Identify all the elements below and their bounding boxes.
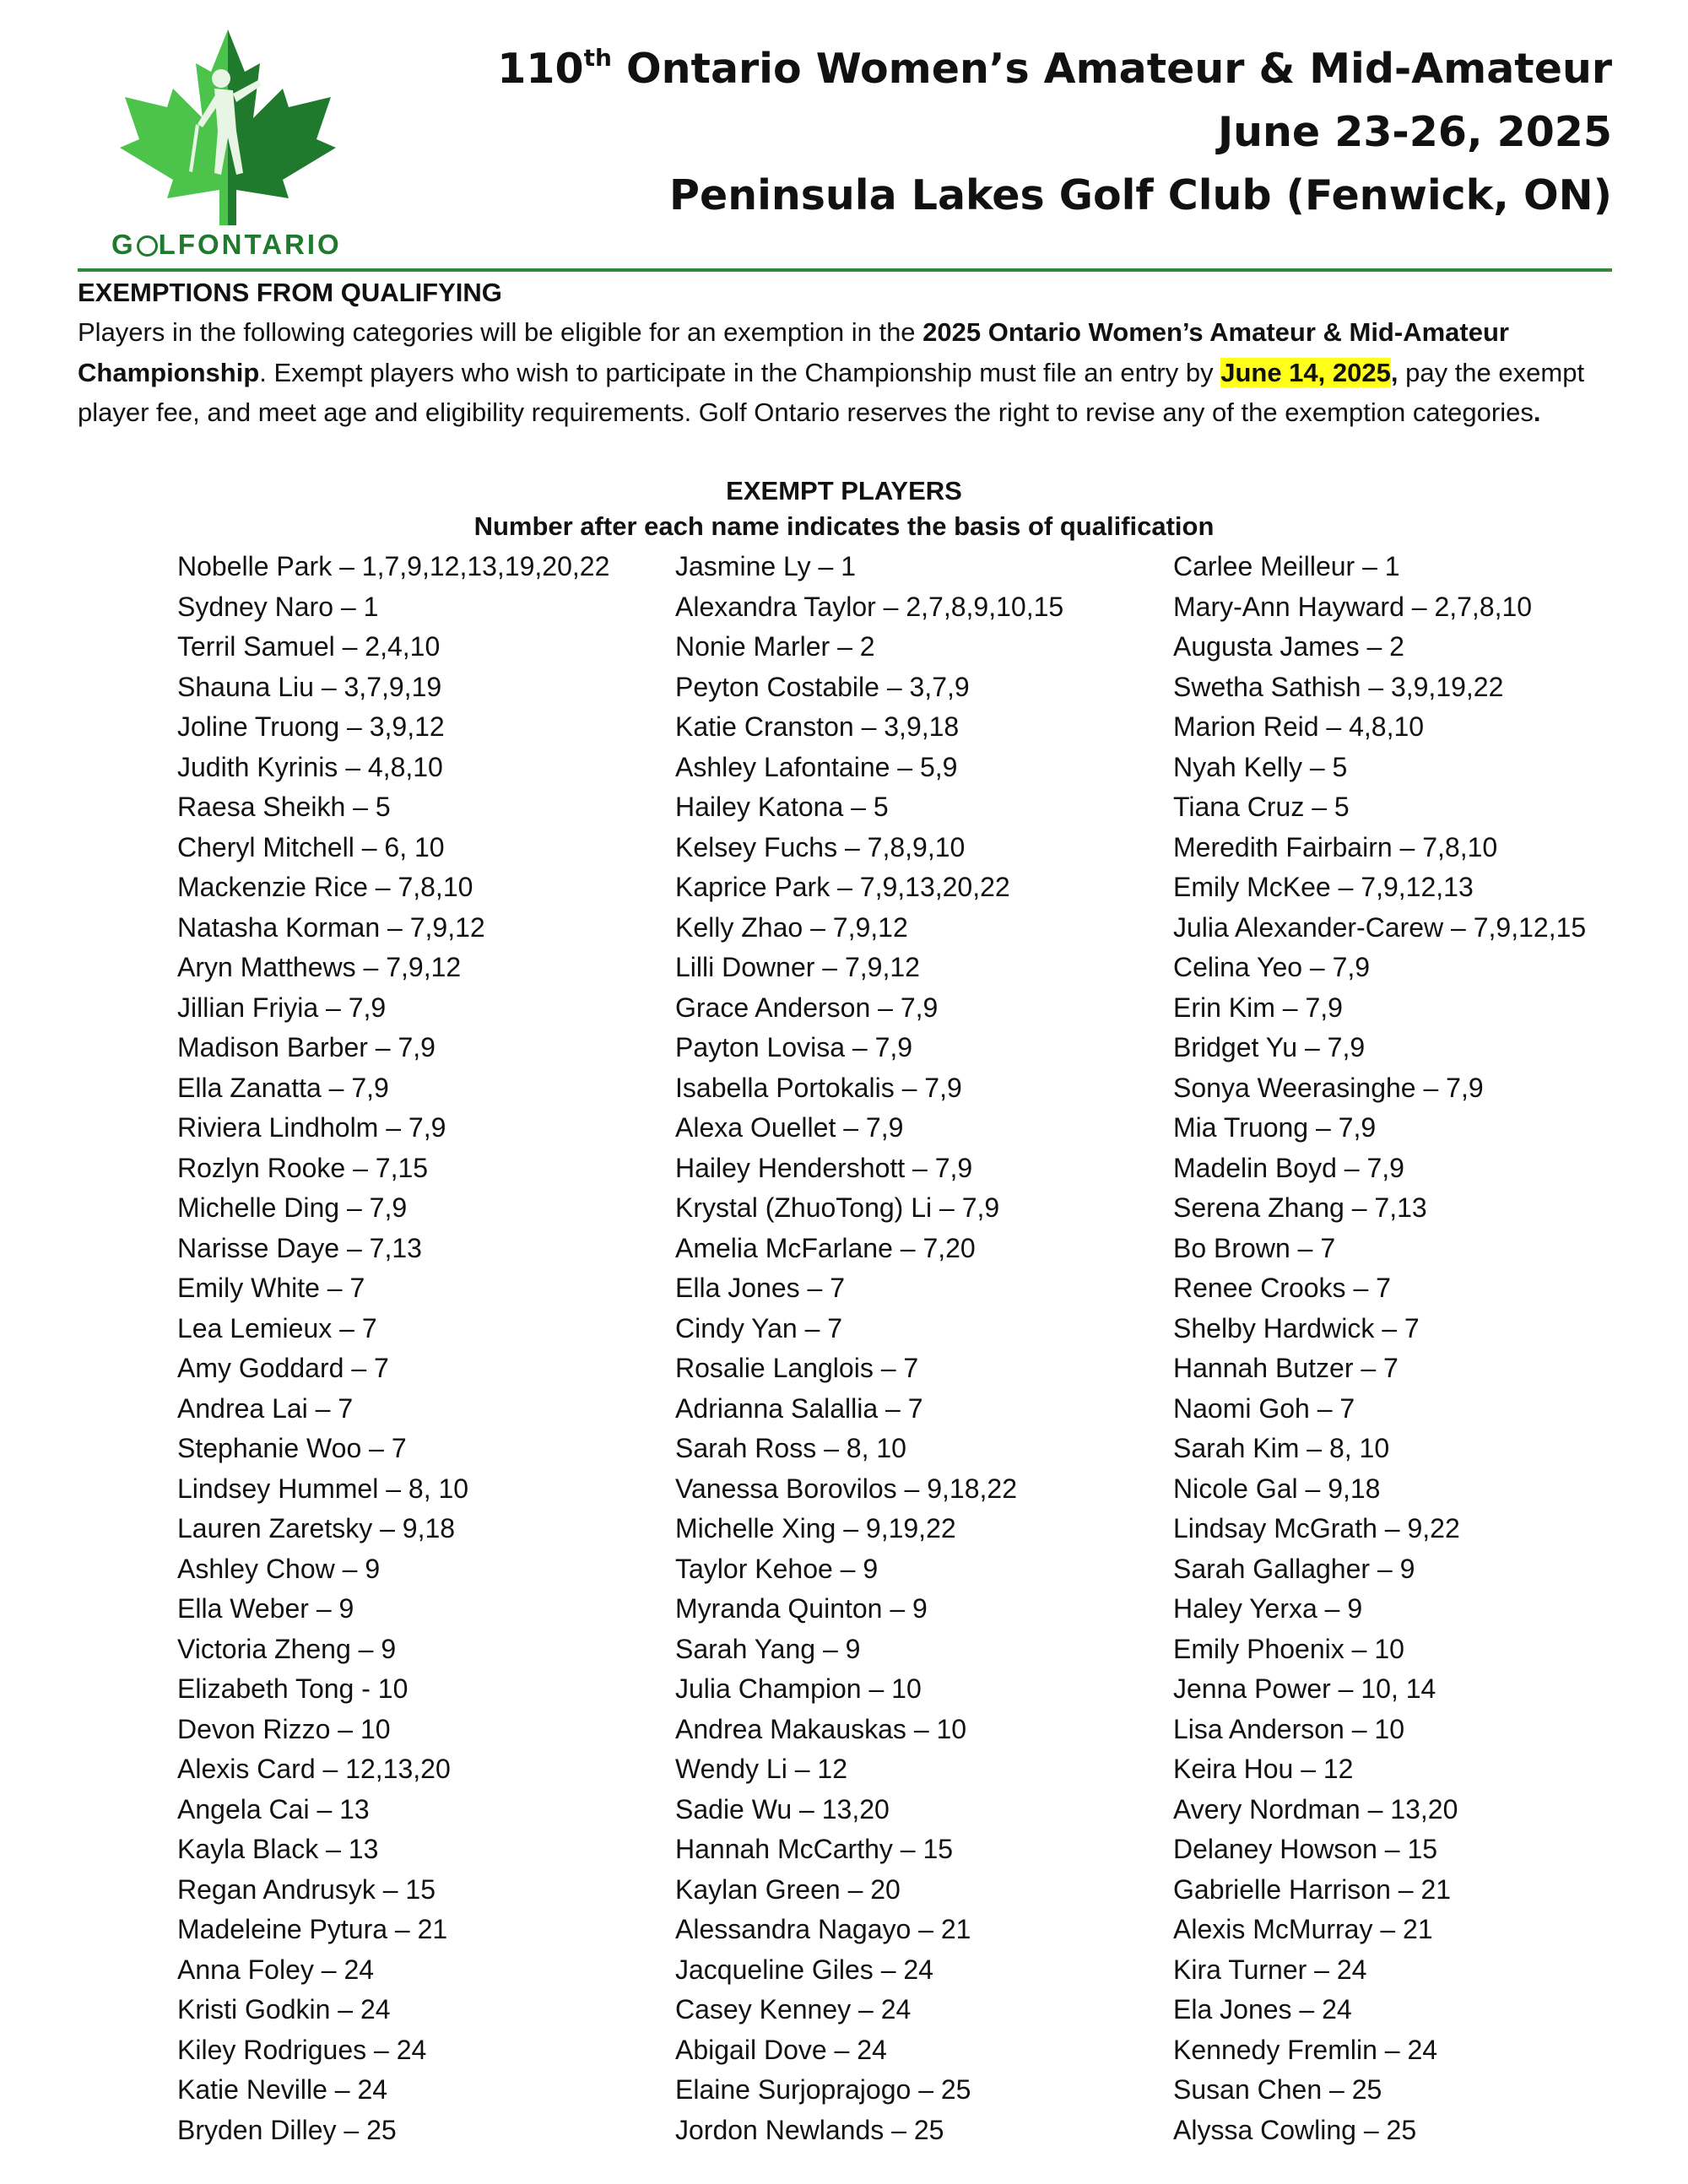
player-entry: Ella Jones – 7 (675, 1273, 846, 1303)
player-entry: Jacqueline Giles – 24 (675, 1954, 933, 1985)
player-entry: Cheryl Mitchell – 6, 10 (177, 831, 445, 862)
player-entry: Michelle Ding – 7,9 (177, 1192, 408, 1223)
player-entry: Kaylan Green – 20 (675, 1873, 901, 1905)
player-entry: Hailey Katona – 5 (675, 792, 889, 822)
player-column-1 (177, 547, 609, 2150)
player-entry: Amy Goddard – 7 (177, 1353, 389, 1383)
player-entry: Sarah Ross – 8, 10 (675, 1433, 906, 1463)
player-entry: Joline Truong – 3,9,12 (177, 711, 445, 742)
player-entry: Anna Foley – 24 (177, 1954, 375, 1985)
event-dates: June 23-26, 2025 (1217, 108, 1612, 156)
player-entry: Ella Zanatta – 7,9 (177, 1072, 389, 1103)
player-entry: Mackenzie Rice – 7,8,10 (177, 872, 473, 902)
player-entry: Kiley Rodrigues – 24 (177, 2034, 427, 2065)
player-entry: Abigail Dove – 24 (675, 2034, 887, 2065)
player-entry: Delaney Howson – 15 (1173, 1834, 1438, 1864)
player-entry: Sydney Naro – 1 (177, 591, 379, 622)
player-entry: Sarah Kim – 8, 10 (1173, 1433, 1390, 1463)
event-venue: Peninsula Lakes Golf Club (Fenwick, ON) (669, 171, 1612, 219)
player-entry: Natasha Korman – 7,9,12 (177, 911, 485, 943)
logo-wordmark: G LFONTARIO (111, 229, 342, 260)
player-entry: Madelin Boyd – 7,9 (1173, 1152, 1404, 1183)
player-entry: Emily White – 7 (177, 1273, 365, 1303)
player-entry: Myranda Quinton – 9 (675, 1593, 928, 1624)
player-entry: Peyton Costabile – 3,7,9 (675, 671, 970, 702)
player-entry: Marion Reid – 4,8,10 (1173, 711, 1425, 742)
player-entry: Hannah Butzer – 7 (1173, 1353, 1399, 1383)
player-entry: Bridget Yu – 7,9 (1173, 1032, 1366, 1062)
player-entry: Alexis Card – 12,13,20 (177, 1754, 451, 1784)
player-entry: Swetha Sathish – 3,9,19,22 (1173, 671, 1504, 702)
player-entry: Isabella Portokalis – 7,9 (675, 1072, 962, 1103)
exempt-players-subheading: Number after each name indicates the basis of qualification (473, 511, 1215, 541)
header-divider (78, 268, 1612, 272)
section-heading: EXEMPTIONS FROM QUALIFYING (78, 278, 502, 307)
player-entry: Casey Kenney – 24 (675, 1994, 912, 2025)
entry-deadline: June 14, 2025 (1220, 357, 1391, 387)
player-entry: Jordon Newlands – 25 (675, 2114, 944, 2145)
player-entry: Emily McKee – 7,9,12,13 (1173, 872, 1474, 902)
player-entry: Lauren Zaretsky – 9,18 (177, 1513, 456, 1543)
player-entry: Jillian Friyia – 7,9 (177, 992, 387, 1023)
player-entry: Wendy Li – 12 (675, 1754, 847, 1784)
player-entry: Taylor Kehoe – 9 (675, 1553, 879, 1584)
player-entry: Gabrielle Harrison – 21 (1173, 1873, 1452, 1905)
player-entry: Riviera Lindholm – 7,9 (177, 1112, 446, 1143)
event-title-block (497, 37, 1612, 227)
player-entry: Elaine Surjoprajogo – 25 (675, 2074, 971, 2105)
player-entry: Katie Cranston – 3,9,18 (675, 711, 960, 742)
player-entry: Ashley Chow – 9 (177, 1553, 381, 1584)
player-entry: Serena Zhang – 7,13 (1173, 1192, 1427, 1223)
player-entry: Narisse Daye – 7,13 (177, 1232, 422, 1263)
player-entry: Payton Lovisa – 7,9 (675, 1032, 913, 1062)
player-entry: Nicole Gal – 9,18 (1173, 1473, 1381, 1504)
player-entry: Mia Truong – 7,9 (1173, 1112, 1377, 1143)
player-entry: Nyah Kelly – 5 (1173, 751, 1348, 782)
player-entry: Carlee Meilleur – 1 (1173, 551, 1400, 581)
player-entry: Hailey Hendershott – 7,9 (675, 1152, 973, 1183)
player-entry: Lea Lemieux – 7 (177, 1312, 377, 1343)
player-column-2 (675, 547, 1063, 2150)
player-entry: Cindy Yan – 7 (675, 1312, 843, 1343)
player-entry: Rozlyn Rooke – 7,15 (177, 1152, 429, 1183)
player-entry: Ella Weber – 9 (177, 1593, 354, 1624)
player-entry: Shelby Hardwick – 7 (1173, 1312, 1420, 1343)
player-entry: Alessandra Nagayo – 21 (675, 1914, 971, 1944)
player-entry: Ela Jones – 24 (1173, 1994, 1352, 2025)
player-entry: Nobelle Park – 1,7,9,12,13,19,20,22 (177, 551, 610, 581)
player-entry: Alexandra Taylor – 2,7,8,9,10,15 (675, 591, 1064, 622)
player-entry: Kayla Black – 13 (177, 1834, 379, 1864)
player-entry: Jasmine Ly – 1 (675, 551, 857, 581)
player-entry: Adrianna Salallia – 7 (675, 1392, 923, 1424)
player-entry: Kelsey Fuchs – 7,8,9,10 (675, 831, 966, 862)
player-entry: Alyssa Cowling – 25 (1173, 2114, 1417, 2145)
player-entry: Raesa Sheikh – 5 (177, 792, 391, 822)
player-entry: Katie Neville – 24 (177, 2074, 388, 2105)
player-entry: Andrea Lai – 7 (177, 1392, 354, 1424)
player-entry: Amelia McFarlane – 7,20 (675, 1232, 976, 1263)
player-entry: Alexa Ouellet – 7,9 (675, 1112, 904, 1143)
player-entry: Kelly Zhao – 7,9,12 (675, 911, 908, 943)
player-entry: Augusta James – 2 (1173, 631, 1404, 662)
player-entry: Sarah Yang – 9 (675, 1633, 861, 1664)
player-entry: Vanessa Borovilos – 9,18,22 (675, 1473, 1017, 1504)
player-entry: Ashley Lafontaine – 5,9 (675, 751, 958, 782)
player-column-3 (1173, 547, 1586, 2150)
player-entry: Andrea Makauskas – 10 (675, 1713, 967, 1744)
player-entry: Mary-Ann Hayward – 2,7,8,10 (1173, 591, 1533, 622)
player-entry: Renee Crooks – 7 (1173, 1273, 1391, 1303)
player-entry: Lindsey Hummel – 8, 10 (177, 1473, 469, 1504)
player-entry: Sarah Gallagher – 9 (1173, 1553, 1415, 1584)
player-entry: Nonie Marler – 2 (675, 631, 875, 662)
golf-ball-o-icon (137, 235, 158, 257)
player-entry: Keira Hou – 12 (1173, 1754, 1354, 1784)
golf-ontario-logo (101, 30, 354, 270)
player-entry: Alexis McMurray – 21 (1173, 1914, 1433, 1944)
player-entry: Stephanie Woo – 7 (177, 1433, 407, 1463)
player-entry: Sonya Weerasinghe – 7,9 (1173, 1072, 1484, 1103)
player-entry: Avery Nordman – 13,20 (1173, 1793, 1458, 1825)
player-entry: Kristi Godkin – 24 (177, 1994, 391, 2025)
player-entry: Kennedy Fremlin – 24 (1173, 2034, 1438, 2065)
player-entry: Kira Turner – 24 (1173, 1954, 1367, 1985)
player-entry: Hannah McCarthy – 15 (675, 1834, 954, 1864)
player-entry: Lindsay McGrath – 9,22 (1173, 1513, 1460, 1543)
player-entry: Celina Yeo – 7,9 (1173, 952, 1371, 982)
player-entry: Naomi Goh – 7 (1173, 1392, 1355, 1424)
player-entry: Lisa Anderson – 10 (1173, 1713, 1404, 1744)
player-entry: Madeleine Pytura – 21 (177, 1914, 448, 1944)
player-entry: Regan Andrusyk – 15 (177, 1873, 436, 1905)
player-entry: Tiana Cruz – 5 (1173, 792, 1350, 822)
player-entry: Elizabeth Tong - 10 (177, 1673, 408, 1704)
player-entry: Susan Chen – 25 (1173, 2074, 1382, 2105)
player-entry: Devon Rizzo – 10 (177, 1713, 391, 1744)
player-entry: Meredith Fairbairn – 7,8,10 (1173, 831, 1498, 862)
intro-paragraph: Players in the following categories will be eligible for an exemption in the 2025 Ontario Women’s Amateur & Mid-Amateur Championship. Exempt players who wish to participate in the Championship must file an entry by June 14, 2025, pay the exempt player fee, and meet age and eligibility requirements. Golf Ontario reserves the right to revise any of the exemption categories. (78, 317, 1585, 427)
player-entry: Madison Barber – 7,9 (177, 1032, 436, 1062)
player-entry: Angela Cai – 13 (177, 1793, 370, 1825)
event-title: 110th Ontario Women’s Amateur & Mid-Amateur (497, 44, 1612, 93)
player-entry: Michelle Xing – 9,19,22 (675, 1513, 956, 1543)
player-entry: Julia Champion – 10 (675, 1673, 922, 1704)
player-entry: Victoria Zheng – 9 (177, 1633, 397, 1664)
player-entry: Sadie Wu – 13,20 (675, 1793, 890, 1825)
player-entry: Julia Alexander-Carew – 7,9,12,15 (1173, 911, 1587, 943)
player-entry: Lilli Downer – 7,9,12 (675, 952, 920, 982)
player-entry: Rosalie Langlois – 7 (675, 1353, 919, 1383)
player-entry: Emily Phoenix – 10 (1173, 1633, 1404, 1664)
player-entry: Shauna Liu – 3,7,9,19 (177, 671, 442, 702)
player-entry: Aryn Matthews – 7,9,12 (177, 952, 462, 982)
player-entry: Terril Samuel – 2,4,10 (177, 631, 441, 662)
player-entry: Haley Yerxa – 9 (1173, 1593, 1363, 1624)
player-entry: Grace Anderson – 7,9 (675, 992, 939, 1023)
player-entry: Jenna Power – 10, 14 (1173, 1673, 1436, 1704)
maple-leaf-golfer-icon (110, 30, 346, 232)
exempt-players-heading: EXEMPT PLAYERS (726, 476, 962, 505)
player-entry: Judith Kyrinis – 4,8,10 (177, 751, 443, 782)
player-entry: Kaprice Park – 7,9,13,20,22 (675, 872, 1010, 902)
player-entry: Bryden Dilley – 25 (177, 2114, 397, 2145)
player-entry: Erin Kim – 7,9 (1173, 992, 1343, 1023)
player-entry: Krystal (ZhuoTong) Li – 7,9 (675, 1192, 1000, 1223)
player-entry: Bo Brown – 7 (1173, 1232, 1336, 1263)
